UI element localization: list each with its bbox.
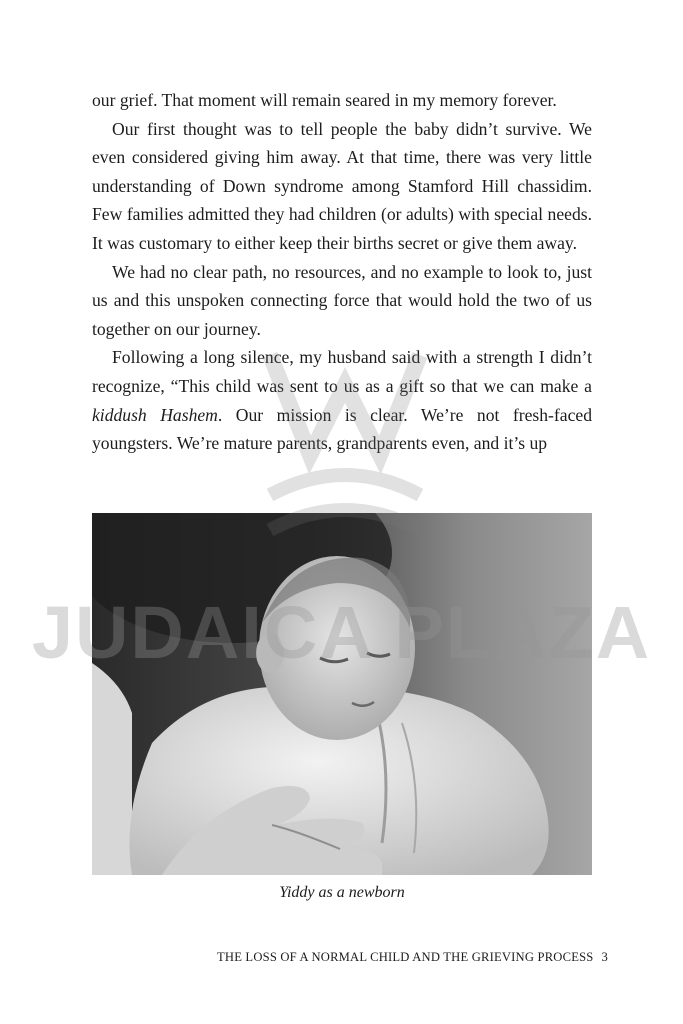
paragraph-4-end: . Our mission is clear. We’re not fresh-faced youngsters. We’re mature parents, grandparents even, and it’s up [92, 404, 592, 454]
paragraph-1: our grief. That moment will remain seared in my memory forever. [92, 90, 557, 110]
paragraph-4-start: Following a long silence, my husband said with a strength I didn’t recognize, “This child was sent to us as a gift so that we can make a [92, 347, 592, 396]
newborn-photo-illustration [92, 513, 592, 875]
body-text [92, 86, 592, 458]
newborn-photo [92, 513, 592, 875]
paragraph-3: We had no clear path, no resources, and no example to look to, just us and this unspoken connecting force that would hold the two of us together on our journey. [92, 261, 592, 339]
paragraph-4-italic: kiddush Hashem [92, 404, 218, 425]
running-head: THE LOSS OF A NORMAL CHILD AND THE GRIEVING PROCESS [217, 950, 594, 964]
paragraph-4 [92, 343, 592, 457]
page-number: 3 [601, 950, 608, 964]
paragraph-2: Our first thought was to tell people the baby didn’t survive. We even considered giving him away. At that time, there was very little understanding of Down syndrome among Stamford Hill chassidim. Few families admitted they had children (or adults) with special needs. It was customary to either keep their births secret or give them away. [92, 118, 592, 253]
watermark-text: JUDAICA PLAZA [31, 591, 652, 674]
page-footer [92, 950, 608, 965]
photo-caption: Yiddy as a newborn [279, 884, 405, 901]
